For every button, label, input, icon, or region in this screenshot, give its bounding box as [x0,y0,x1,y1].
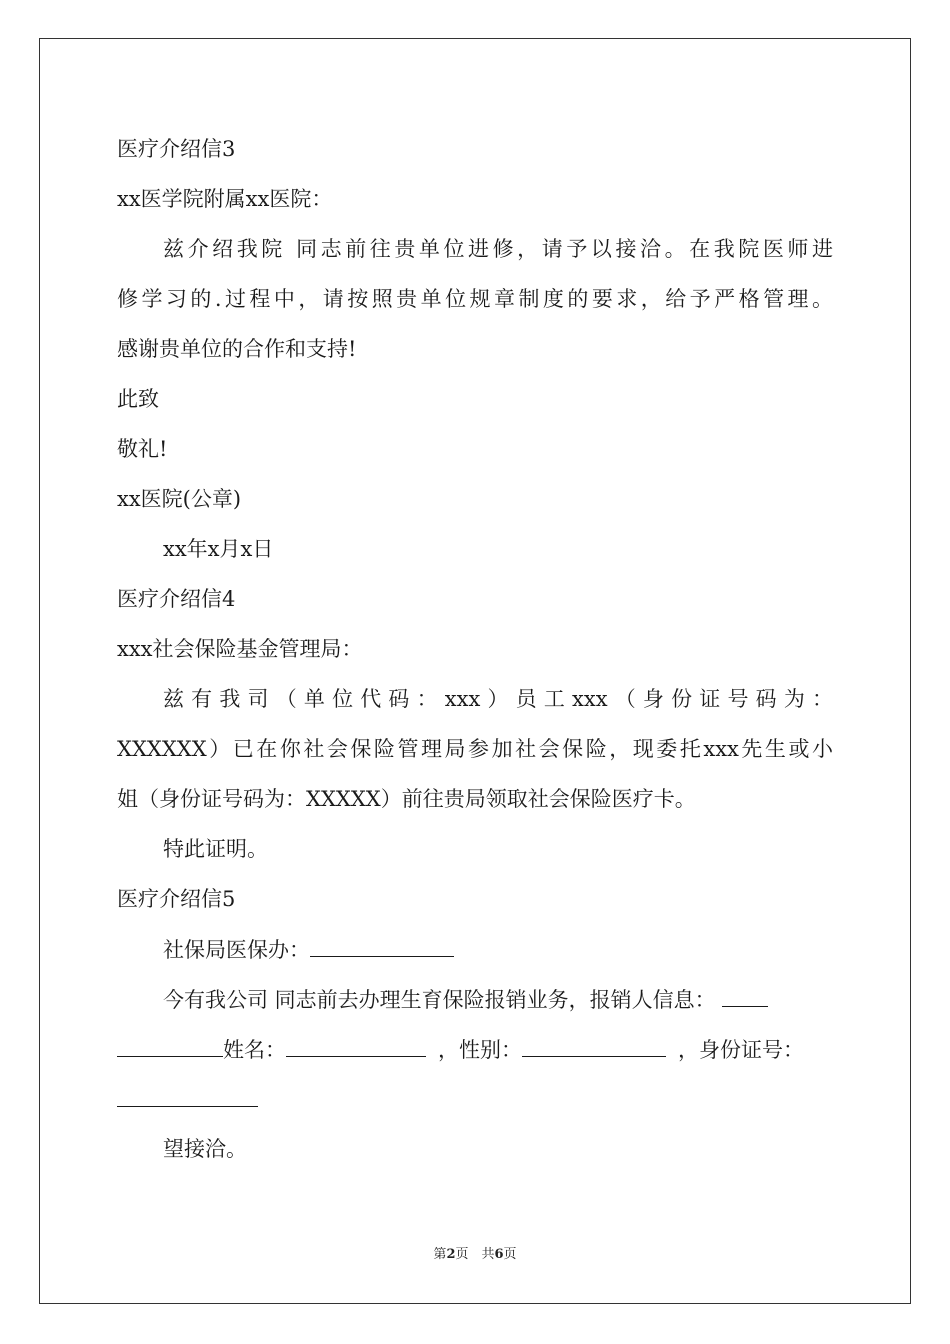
current-page-number: 2 [446,1247,456,1262]
letter-4-body-line-2: XXXXXX）已在你社会保险管理局参加社会保险，现委托xxx先生或小 [117,737,833,761]
letter-5-body-line-3 [117,1084,258,1115]
letter-3-body-line-2: 修学习的.过程中，请按照贵单位规章制度的要求，给予严格管理。 [117,287,833,311]
name-label: 姓名： [223,1038,286,1062]
letter-3-closing: 此致 [117,387,159,411]
letter-3-signature: xx医院(公章) [117,487,242,511]
letter-5-recipient [163,934,454,965]
id-label: ，身份证号： [678,1038,804,1062]
letter-4-closing: 特此证明。 [163,837,268,861]
letter-3-body-line-1: 兹介绍我院 同志前往贵单位进修，请予以接洽。在我院医师进 [163,237,833,261]
letter-5-title: 医疗介绍信5 [117,887,236,911]
letter-3-recipient: xx医学院附属xx医院： [117,187,333,211]
letter-4-title: 医疗介绍信4 [117,587,236,611]
letter-4-body-line-1: 兹有我司（单位代码：xxx）员工xxx（身份证号码为： [163,687,833,711]
total-page-count: 6 [494,1247,504,1262]
letter-3-title: 医疗介绍信3 [117,137,236,161]
recipient-label: 社保局医保办： [163,938,310,962]
letter-5-body-line-1 [163,984,768,1015]
gender-blank [522,1034,666,1057]
name-blank [286,1034,426,1057]
page-footer [0,1246,950,1264]
body-text: 今有我公司 同志前去办理生育保险报销业务，报销人信息： [163,988,716,1012]
info-blank [722,984,768,1007]
id-blank [117,1084,258,1107]
footer-suffix: 页 [503,1247,517,1262]
footer-mid: 页 共 [455,1247,495,1262]
gender-label: ，性别： [438,1038,522,1062]
letter-3-date: xx年x月x日 [163,537,274,561]
recipient-blank [310,934,454,957]
footer-prefix: 第 [433,1247,447,1262]
letter-3-salute: 敬礼! [117,437,168,461]
letter-3-body-line-3: 感谢贵单位的合作和支持! [117,337,357,361]
letter-5-body-line-2 [117,1034,804,1065]
letter-4-recipient: xxx社会保险基金管理局： [117,637,363,661]
info-blank-cont [117,1034,223,1057]
letter-5-closing: 望接洽。 [163,1137,247,1161]
letter-4-body-line-3: 姐（身份证号码为：XXXXX）前往贵局领取社会保险医疗卡。 [117,787,696,811]
